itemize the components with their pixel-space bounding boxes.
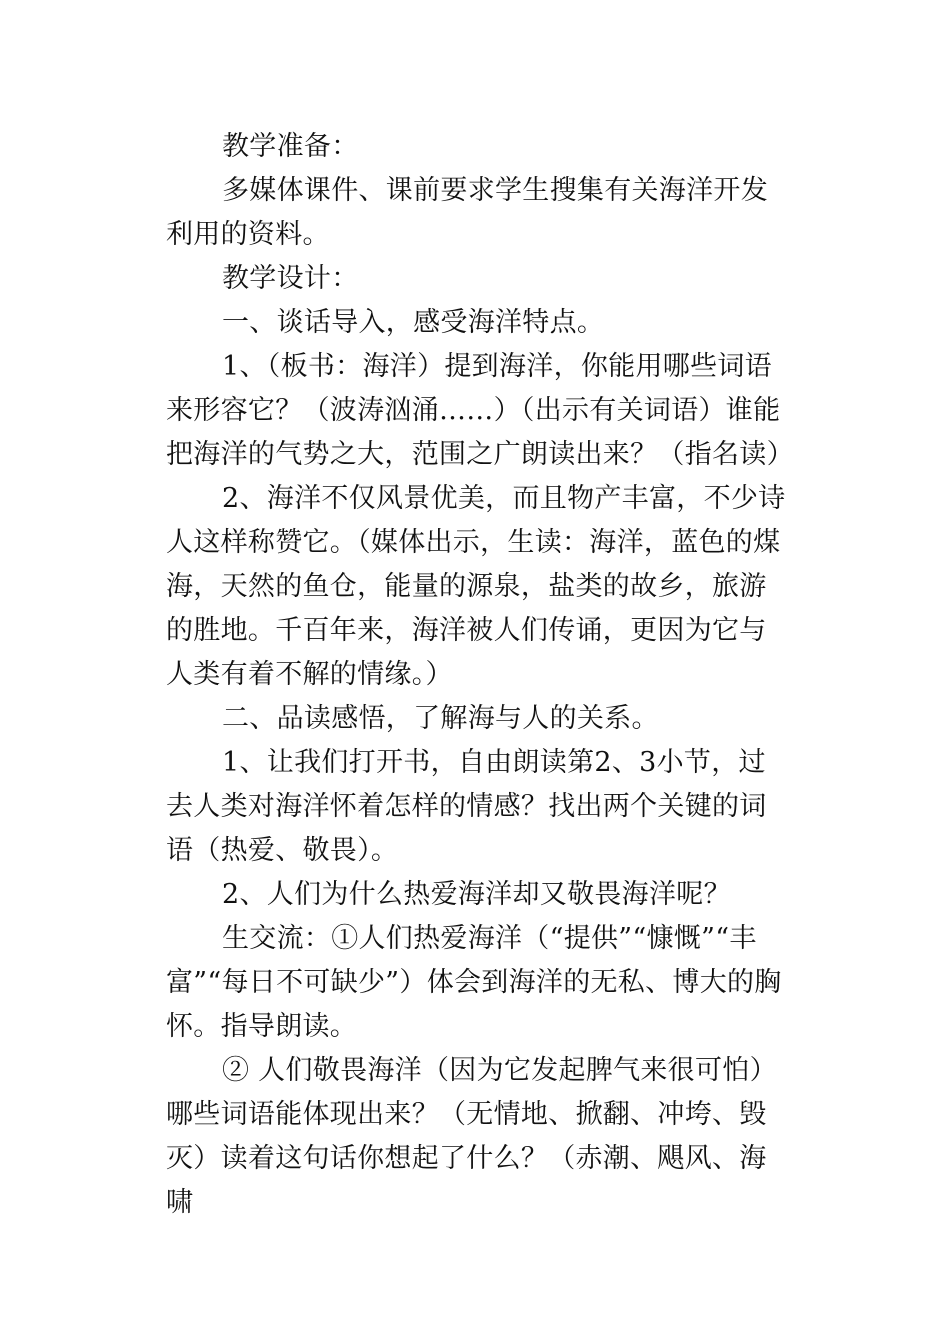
paragraph-item-2-2: 2、人们为什么热爱海洋却又敬畏海洋呢？ (222, 879, 731, 910)
paragraph-awe-of-ocean: ② 人们敬畏海洋（因为它发起脾气来很可怕）哪些词语能体现出来？（无情地、掀翻、冲垮、毁灭）读着这句话你想起了什么？（赤潮、飓风、海啸 (166, 1055, 777, 1218)
paragraph-student-exchange: 生交流：①人们热爱海洋（“提供”“慷慨”“丰富”“每日不可缺少”）体会到海洋的无私、博大的胸怀。指导朗读。 (166, 923, 782, 1042)
paragraph-preparation-detail: 多媒体课件、课前要求学生搜集有关海洋开发利用的资料。 (166, 175, 768, 250)
document-body (166, 125, 794, 1225)
paragraph-section-two: 二、品读感悟，了解海与人的关系。 (222, 703, 659, 734)
paragraph-section-one: 一、谈话导入，感受海洋特点。 (222, 307, 605, 338)
paragraph-heading-preparation: 教学准备： (222, 131, 359, 162)
paragraph-item-2: 2、海洋不仅风景优美，而且物产丰富，不少诗人这样称赞它。（媒体出示，生读：海洋，蓝色的煤海，天然的鱼仓，能量的源泉，盐类的故乡，旅游的胜地。千百年来，海洋被人们传诵，更因为它与人类有着不解的情缘。） (166, 483, 786, 690)
paragraph-heading-design: 教学设计： (222, 263, 359, 294)
paragraph-item-1: 1、（板书：海洋）提到海洋，你能用哪些词语来形容它？（波涛汹涌……）（出示有关词语）谁能把海洋的气势之大，范围之广朗读出来？（指名读） (166, 351, 794, 470)
paragraph-item-2-1: 1、让我们打开书，自由朗读第2、3小节，过去人类对海洋怀着怎样的情感？找出两个关键的词语（热爱、敬畏）。 (166, 747, 767, 866)
